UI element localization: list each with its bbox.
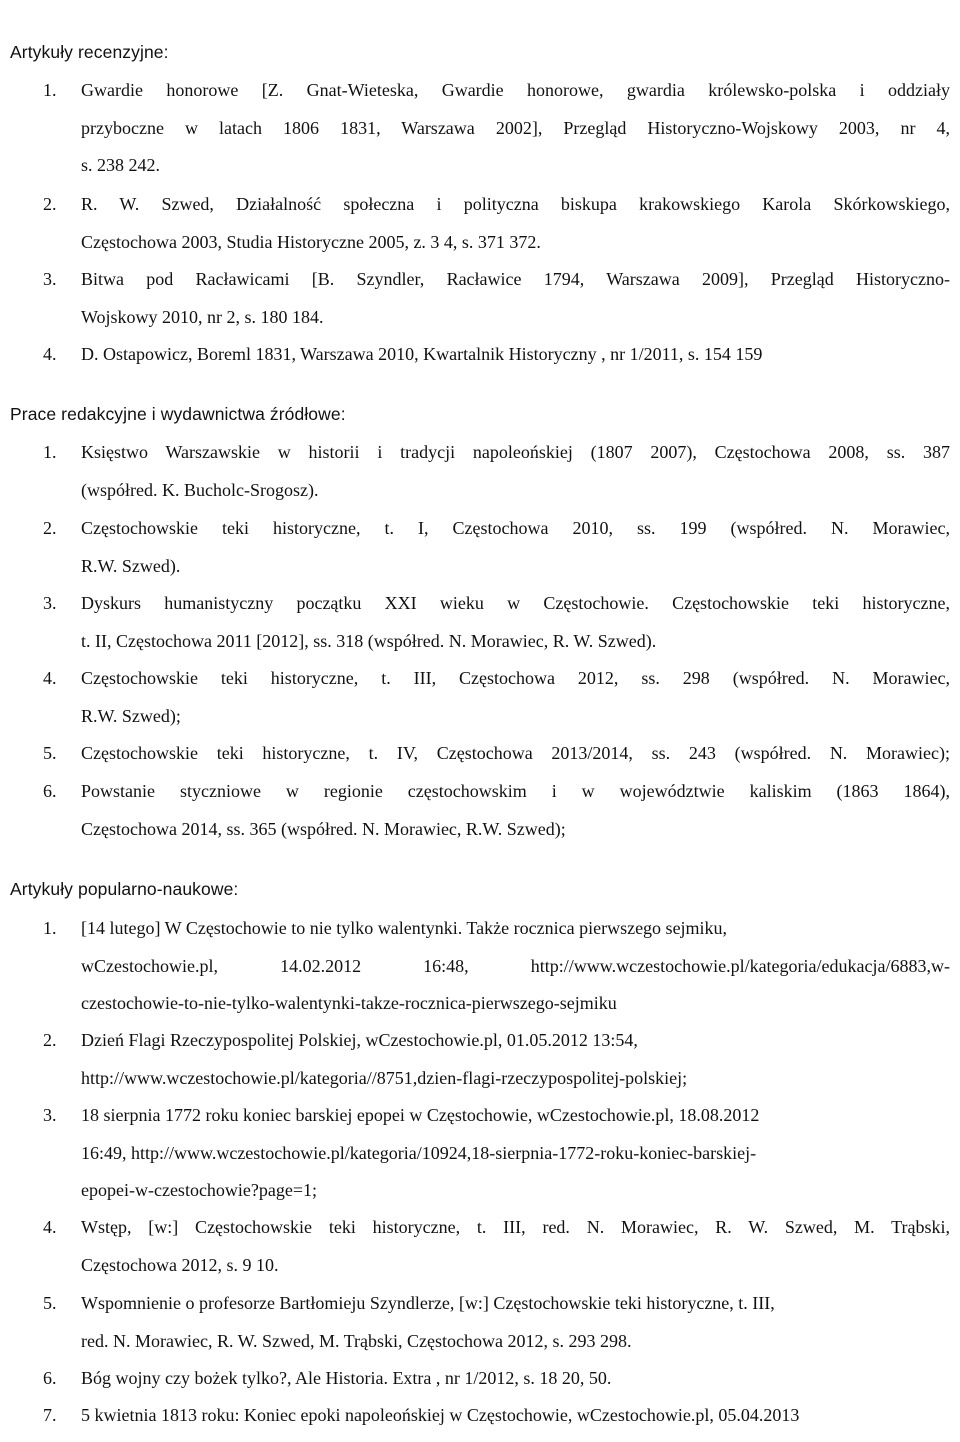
item-number: 7. (43, 1405, 57, 1425)
list-item (10, 72, 950, 185)
item-number: 1. (43, 442, 57, 462)
item-number: 1. (43, 80, 57, 100)
list-item (10, 1360, 950, 1398)
item-line: 18 sierpnia 1772 roku koniec barskiej epopei w Częstochowie, wCzestochowie.pl, 18.08.2012 (81, 1105, 760, 1125)
item-line: Bóg wojny czy bożek tylko?, Ale Historia. Extra , nr 1/2012, s. 18 20, 50. (81, 1368, 612, 1388)
list-item (10, 510, 950, 585)
item-line: Częstochowa 2012, s. 9 10. (81, 1254, 279, 1275)
item-number: 3. (43, 1105, 57, 1125)
list-item (10, 186, 950, 261)
item-line: Gwardie honorowe [Z. Gnat-Wieteska, Gwardie honorowe, gwardia królewsko-polska i oddziały (81, 80, 950, 100)
list-item (10, 773, 950, 848)
item-line: D. Ostapowicz, Boreml 1831, Warszawa 2010, Kwartalnik Historyczny , nr 1/2011, s. 154 159 (81, 344, 763, 364)
section-heading-popular: Artykuły popularno-naukowe: (10, 879, 239, 899)
item-line: Częstochowa 2014, ss. 365 (współred. N. Morawiec, R.W. Szwed); (81, 818, 566, 839)
list-item (10, 585, 950, 660)
item-line: Dzień Flagi Rzeczypospolitej Polskiej, wCzestochowie.pl, 01.05.2012 13:54, (81, 1030, 638, 1050)
item-line: 16:49, http://www.wczestochowie.pl/kategoria/10924,18-sierpnia-1772-roku-koniec-barskiej- (81, 1142, 757, 1163)
item-line: Księstwo Warszawskie w historii i tradycji napoleońskiej (1807 2007), Częstochowa 2008, ss. 387 (81, 442, 950, 462)
item-number: 2. (43, 1030, 57, 1050)
item-line: [14 lutego] W Częstochowie to nie tylko walentynki. Także rocznica pierwszego sejmiku, (81, 918, 728, 938)
item-line: Wojskowy 2010, nr 2, s. 180 184. (81, 306, 324, 327)
item-line: Częstochowskie teki historyczne, t. III, Częstochowa 2012, ss. 298 (współred. N. Morawiec, (81, 668, 950, 688)
list-item (10, 1285, 950, 1360)
item-number: 2. (43, 194, 57, 214)
item-line: Dyskurs humanistyczny początku XXI wieku w Częstochowie. Częstochowskie teki historyczne, (81, 593, 950, 613)
item-line: Częstochowskie teki historyczne, t. I, Częstochowa 2010, ss. 199 (współred. N. Morawiec, (81, 518, 950, 538)
item-number: 5. (43, 1293, 57, 1313)
item-line: Bitwa pod Racławicami [B. Szyndler, Racławice 1794, Warszawa 2009], Przegląd Historyczno- (81, 269, 950, 289)
item-line: R. W. Szwed, Działalność społeczna i polityczna biskupa krakowskiego Karola Skórkowskiego, (81, 194, 950, 214)
item-line: epopei-w-czestochowie?page=1; (81, 1180, 318, 1200)
list-item (10, 261, 950, 336)
list-item (10, 336, 950, 374)
item-number: 6. (43, 1368, 57, 1388)
item-line: Częstochowskie teki historyczne, t. IV, Częstochowa 2013/2014, ss. 243 (współred. N. Morawiec); (81, 743, 950, 763)
item-number: 5. (43, 743, 57, 763)
list-item (10, 660, 950, 735)
item-line: czestochowie-to-nie-tylko-walentynki-takze-rocznica-pierwszego-sejmiku (81, 993, 617, 1013)
item-line: s. 238 242. (81, 155, 161, 175)
item-line: 5 kwietnia 1813 roku: Koniec epoki napoleońskiej w Częstochowie, wCzestochowie.pl, 05.04.2013 (81, 1405, 800, 1425)
list-item (10, 910, 950, 1023)
item-number: 6. (43, 781, 57, 801)
item-line: http://www.wczestochowie.pl/kategoria//8751,dzien-flagi-rzeczypospolitej-polskiej; (81, 1067, 688, 1088)
item-line: t. II, Częstochowa 2011 [2012], ss. 318 (współred. N. Morawiec, R. W. Szwed). (81, 630, 657, 651)
section-heading-editorial: Prace redakcyjne i wydawnictwa źródłowe: (10, 404, 346, 424)
list-item (10, 735, 950, 773)
section-heading-reviews: Artykuły recenzyjne: (10, 42, 169, 62)
item-line: R.W. Szwed); (81, 705, 181, 726)
list-item (10, 1097, 950, 1210)
item-line: (współred. K. Bucholc-Srogosz). (81, 479, 319, 500)
item-line: Powstanie styczniowe w regionie częstochowskim i w województwie kaliskim (1863 1864), (81, 781, 950, 801)
item-number: 3. (43, 593, 57, 613)
item-line: Wspomnienie o profesorze Bartłomieju Szyndlerze, [w:] Częstochowskie teki historyczne, t. III, (81, 1293, 775, 1313)
list-item (10, 1209, 950, 1284)
list-item (10, 1022, 950, 1097)
item-line: Wstęp, [w:] Częstochowskie teki historyczne, t. III, red. N. Morawiec, R. W. Szwed, M. Trąbski, (81, 1217, 950, 1237)
item-number: 3. (43, 269, 57, 289)
item-number: 1. (43, 918, 57, 938)
list-item (10, 434, 950, 509)
item-line: przyboczne w latach 1806 1831, Warszawa 2002], Przegląd Historyczno-Wojskowy 2003, nr 4, (81, 117, 950, 138)
item-number: 4. (43, 344, 57, 364)
item-line: Częstochowa 2003, Studia Historyczne 2005, z. 3 4, s. 371 372. (81, 231, 541, 252)
list-item (10, 1397, 950, 1435)
item-line: R.W. Szwed). (81, 555, 181, 576)
item-line: red. N. Morawiec, R. W. Szwed, M. Trąbski, Częstochowa 2012, s. 293 298. (81, 1330, 632, 1351)
item-number: 4. (43, 1217, 57, 1237)
item-number: 4. (43, 668, 57, 688)
item-line: wCzestochowie.pl, 14.02.2012 16:48, http://www.wczestochowie.pl/kategoria/edukacja/6883,w- (81, 955, 950, 976)
item-number: 2. (43, 518, 57, 538)
